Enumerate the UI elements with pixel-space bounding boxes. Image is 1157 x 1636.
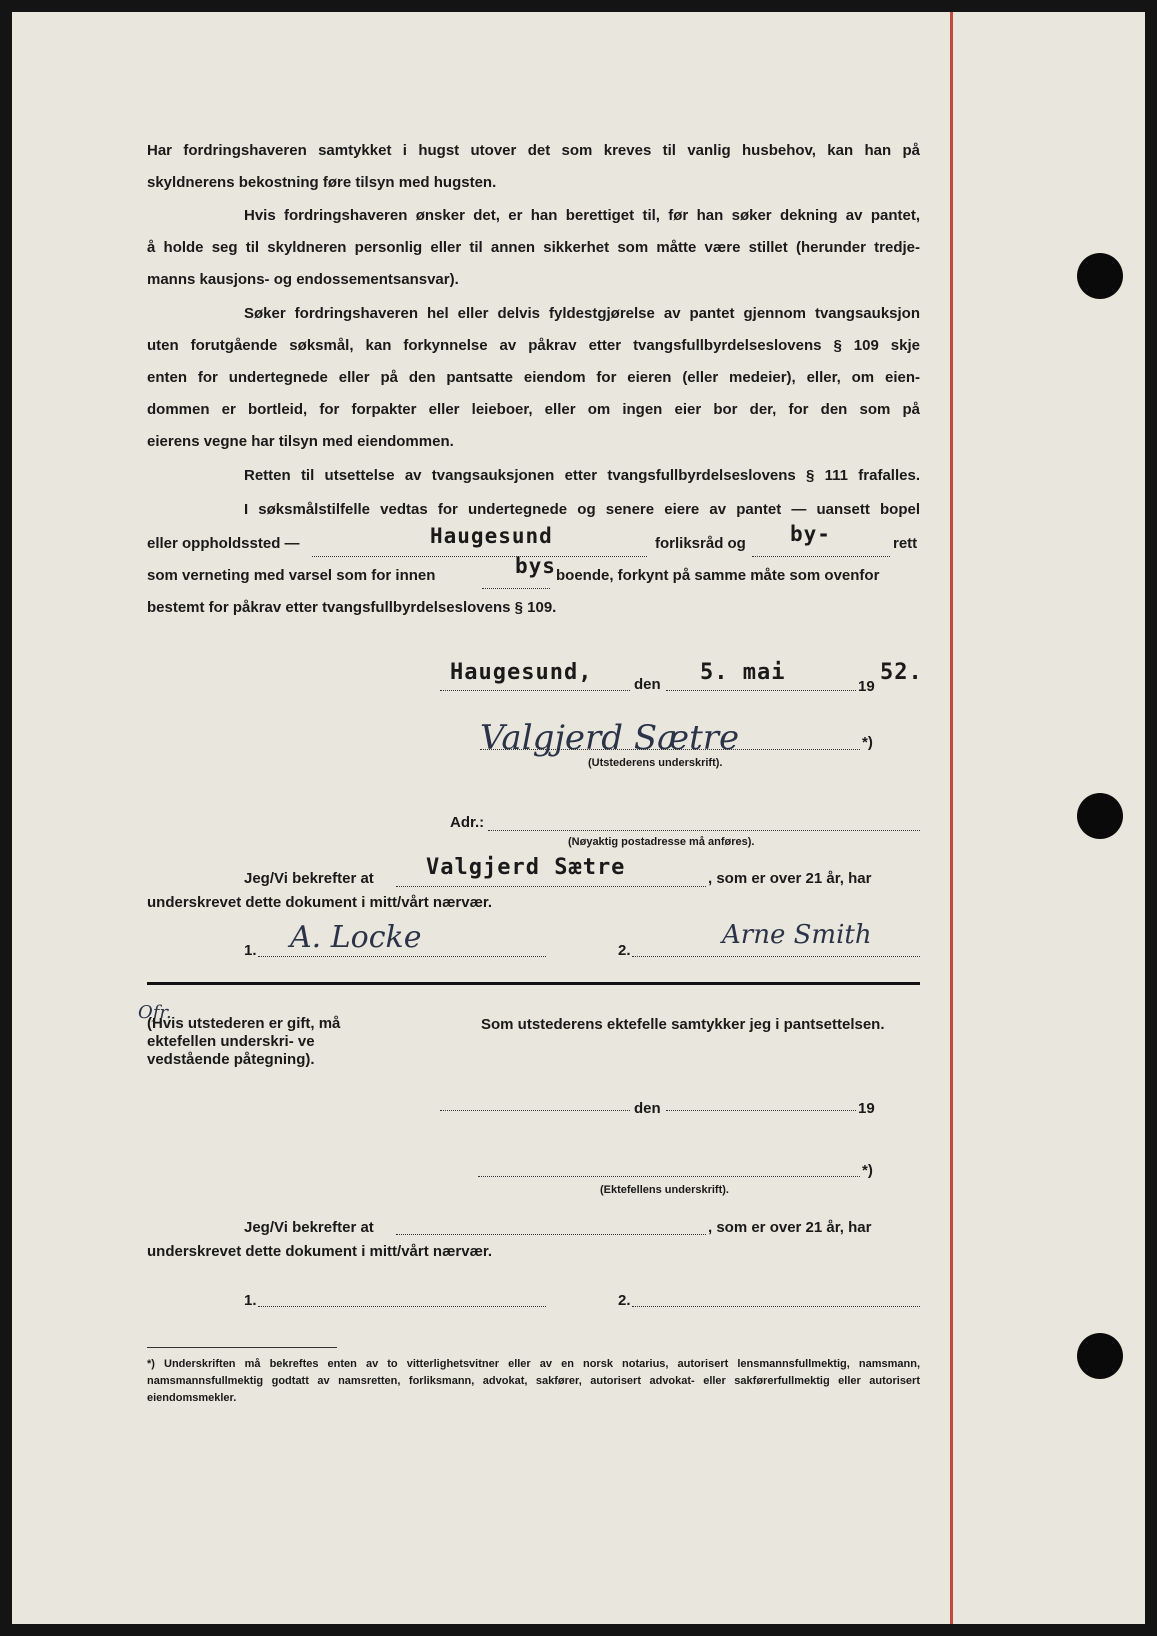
signature-field — [480, 737, 860, 750]
punch-hole — [1077, 253, 1123, 299]
spouse-note: (Hvis utstederen er gift, må ektefellen underskri- ve vedstående påtegning). — [147, 1015, 341, 1068]
confirm-name: Valgjerd Sætre — [426, 855, 626, 880]
address-field — [488, 818, 920, 831]
place-field — [440, 676, 630, 691]
spouse-signature-caption: (Ektefellens underskrift). — [600, 1184, 729, 1196]
footnote-rule — [147, 1347, 337, 1348]
witness1-signature: A. Locke — [290, 920, 422, 955]
paragraph-line: Hvis fordringshaveren ønsker det, er han berettiget til, før han søker dekning av pantet, — [244, 207, 920, 224]
section-divider — [147, 982, 920, 985]
place: Haugesund, — [450, 660, 593, 685]
paragraph-text: eller oppholdssted — — [147, 535, 300, 552]
spouse-consent: Som utstederens ektefelle samtykker jeg i pantsettelsen. — [481, 1016, 885, 1033]
spouse-confirm-line2: underskrevet dette dokument i mitt/vårt nærvær. — [147, 1243, 493, 1260]
confirm-label: Jeg/Vi bekrefter at — [244, 870, 374, 887]
confirm-line2: underskrevet dette dokument i mitt/vårt nærvær. — [147, 894, 493, 911]
paragraph-line: å holde seg til skyldneren personlig eller til annen sikkerhet som måtte være stillet (herunder tredje- — [147, 239, 920, 256]
footnote: *) Underskriften må bekreftes enten av to vitterlighetsvitner eller av en norsk notarius, autorisert lensmannsfullmektig, namsmann, namsmannsfullmektig godtatt av namsretten, forliksmann, advokat, sakfører, autorisert advokat- eller sakførerfullmektig eller autorisert eiendomsmekler. — [147, 1358, 920, 1404]
spouse-witness2-number: 2. — [618, 1292, 631, 1309]
year-prefix: 19 — [858, 678, 875, 695]
den-label: den — [634, 676, 661, 693]
paragraph-line: skyldnerens bekostning føre tilsyn med hugsten. — [147, 174, 497, 191]
paragraph-line: I søksmålstilfelle vedtas for undertegnede og senere eiere av pantet — uansett bopel — [244, 501, 920, 518]
paragraph-line: Retten til utsettelse av tvangsauksjonen etter tvangsfullbyrdelseslovens § 111 frafalles. — [244, 467, 920, 484]
paragraph-line: manns kausjons- og endossementsansvar). — [147, 271, 459, 288]
paragraph-line: Har fordringshaveren samtykket i hugst utover det som kreves til vanlig husbehov, kan han på — [147, 142, 920, 159]
address-caption: (Nøyaktig postadresse må anføres). — [568, 836, 755, 848]
paragraph-line: uten forutgående søksmål, kan forkynnelse av påkrav etter tvangsfullbyrdelseslovens § 109 skje — [147, 337, 920, 354]
date: 5. mai — [700, 660, 786, 685]
paragraph-text: boende, forkynt på samme måte som ovenfor — [556, 567, 880, 584]
issuer-signature: Valgjerd Sætre — [480, 718, 740, 758]
witness2-signature: Arne Smith — [722, 920, 872, 950]
residence-fill: bys — [515, 554, 556, 578]
spouse-witness2-field — [632, 1294, 920, 1307]
spouse-year-prefix: 19 — [858, 1100, 875, 1117]
paragraph-text: som verneting med varsel som for innen — [147, 567, 436, 584]
spouse-confirm-field — [396, 1222, 706, 1235]
venue-fill: Haugesund — [430, 524, 553, 548]
court-fill: by- — [790, 522, 831, 546]
witness1-number: 1. — [244, 942, 257, 959]
punch-hole — [1077, 1333, 1123, 1379]
spouse-confirm-label: Jeg/Vi bekrefter at — [244, 1219, 374, 1236]
year: 52. — [880, 660, 923, 685]
spouse-footnote-mark: *) — [862, 1162, 873, 1179]
paragraph-line: Søker fordringshaveren hel eller delvis fyldestgjørelse av pantet gjennom tvangsauksjon — [244, 305, 920, 322]
paragraph-text: forliksråd og — [655, 535, 746, 552]
spouse-date-field — [666, 1098, 856, 1111]
margin-mark: Ofr. — [138, 1002, 172, 1023]
spouse-signature-field — [478, 1164, 860, 1177]
spouse-witness1-field — [258, 1294, 546, 1307]
spouse-witness1-number: 1. — [244, 1292, 257, 1309]
paragraph-line: enten for undertegnede eller på den pantsatte eiendom for eieren (eller medeier), eller, om eien- — [147, 369, 920, 386]
paragraph-line: dommen er bortleid, for forpakter eller leieboer, eller om ingen eier bor der, for den som på — [147, 401, 920, 418]
spouse-den-label: den — [634, 1100, 661, 1117]
spouse-place-field — [440, 1098, 630, 1111]
paragraph-text: rett — [893, 535, 918, 552]
witness2-number: 2. — [618, 942, 631, 959]
margin-rule — [950, 12, 953, 1624]
signature-caption: (Utstederens underskrift). — [588, 757, 723, 769]
paragraph-line: eierens vegne har tilsyn med eiendommen. — [147, 433, 454, 450]
confirm-tail: , som er over 21 år, har — [708, 870, 872, 887]
spouse-confirm-tail: , som er over 21 år, har — [708, 1219, 872, 1236]
footnote-mark: *) — [862, 734, 873, 751]
punch-hole — [1077, 793, 1123, 839]
address-label: Adr.: — [450, 814, 485, 831]
paragraph-line: bestemt for påkrav etter tvangsfullbyrdelseslovens § 109. — [147, 599, 557, 616]
